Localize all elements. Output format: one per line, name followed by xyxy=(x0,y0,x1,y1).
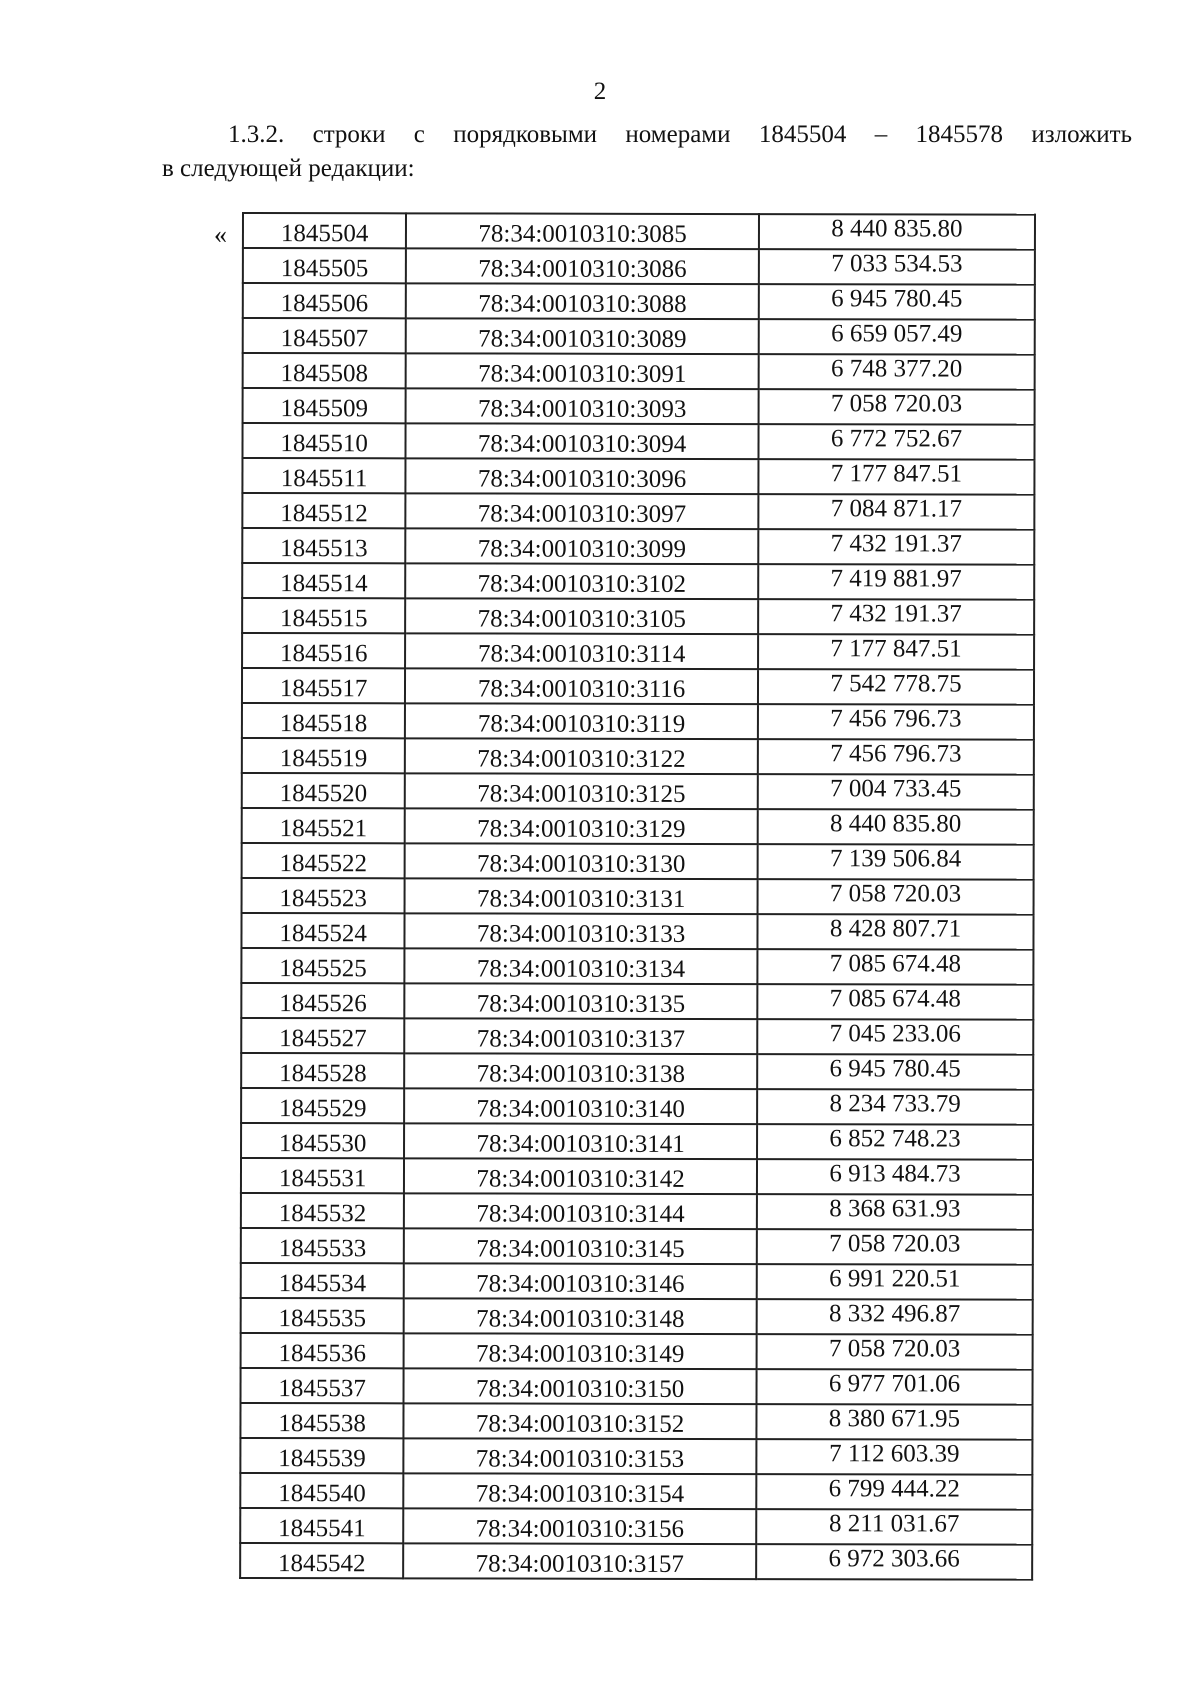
table-row xyxy=(240,1543,1032,1580)
cadastral-value-cell xyxy=(757,879,1033,915)
row-number-cell-text: 1845540 xyxy=(278,1480,366,1508)
row-number-cell xyxy=(243,213,406,248)
cadastral-value-cell-text: 6 748 377.20 xyxy=(830,355,963,383)
cadastral-value-cell xyxy=(757,1089,1033,1125)
cadastral-number-cell-text: 78:34:0010310:3122 xyxy=(477,745,686,773)
cadastral-value-cell xyxy=(756,1439,1032,1475)
cadastral-value-cell-text: 7 058 720.03 xyxy=(829,1230,961,1258)
cadastral-value-cell xyxy=(758,529,1034,565)
cadastral-value-cell xyxy=(757,1019,1033,1055)
row-number-cell-text: 1845509 xyxy=(280,395,369,423)
row-number-cell-text: 1845525 xyxy=(279,955,367,983)
cadastral-number-cell xyxy=(405,808,758,844)
cadastral-number-cell xyxy=(405,738,758,774)
intro-line-1: 1.3.2. строки с порядковыми номерами 1845504 – 1845578 изложить xyxy=(228,121,1132,148)
cadastral-value-cell xyxy=(756,1474,1032,1510)
cadastral-number-cell xyxy=(406,458,759,494)
row-number-cell xyxy=(242,703,405,738)
table-row xyxy=(241,1368,1033,1405)
row-number-cell-text: 1845520 xyxy=(279,780,368,808)
table-row xyxy=(241,1158,1033,1195)
cadastral-value-cell-text: 8 440 835.80 xyxy=(830,810,962,838)
row-number-cell-text: 1845512 xyxy=(280,500,368,528)
cadastral-value-cell xyxy=(758,704,1034,740)
cadastral-number-cell-text: 78:34:0010310:3105 xyxy=(477,605,686,633)
cadastral-number-cell-text: 78:34:0010310:3099 xyxy=(477,535,687,563)
cadastral-value-table xyxy=(239,212,1036,1581)
cadastral-value-cell xyxy=(757,1334,1033,1370)
cadastral-value-cell xyxy=(758,844,1034,880)
table-row xyxy=(242,843,1034,880)
cadastral-value-cell-text: 7 058 720.03 xyxy=(829,880,962,908)
row-number-cell-text: 1845529 xyxy=(278,1095,367,1123)
table-row xyxy=(242,493,1034,530)
table-row xyxy=(241,1263,1033,1300)
row-number-cell xyxy=(242,738,405,773)
cadastral-value-cell xyxy=(758,669,1034,705)
cadastral-number-cell-text: 78:34:0010310:3129 xyxy=(477,815,686,843)
cadastral-number-cell-text: 78:34:0010310:3119 xyxy=(477,710,686,738)
row-number-cell-text: 1845536 xyxy=(278,1340,367,1368)
cadastral-number-cell-text: 78:34:0010310:3149 xyxy=(476,1340,685,1368)
cadastral-number-cell xyxy=(406,213,759,249)
cadastral-value-cell xyxy=(758,739,1034,775)
cadastral-value-cell-text: 8 211 031.67 xyxy=(829,1510,960,1538)
row-number-cell-text: 1845515 xyxy=(280,605,368,633)
row-number-cell-text: 1845507 xyxy=(280,325,369,353)
cadastral-value-cell xyxy=(758,599,1034,635)
row-number-cell xyxy=(243,388,406,423)
cadastral-number-cell xyxy=(404,1228,757,1264)
row-number-cell xyxy=(242,843,405,878)
row-number-cell-text: 1845531 xyxy=(278,1165,367,1193)
table-row xyxy=(242,458,1034,495)
cadastral-value-cell xyxy=(758,389,1034,425)
row-number-cell xyxy=(243,318,406,353)
row-number-cell-text: 1845505 xyxy=(280,255,369,283)
row-number-cell xyxy=(242,598,405,633)
cadastral-value-cell-text: 7 112 603.39 xyxy=(829,1440,960,1468)
cadastral-value-cell xyxy=(757,1229,1033,1265)
table-row xyxy=(241,913,1033,950)
table-row xyxy=(243,248,1035,285)
row-number-cell xyxy=(242,668,405,703)
row-number-cell-text: 1845527 xyxy=(279,1025,367,1053)
row-number-cell xyxy=(242,878,405,913)
cadastral-number-cell-text: 78:34:0010310:3131 xyxy=(476,885,686,913)
cadastral-number-cell-text: 78:34:0010310:3093 xyxy=(477,395,687,423)
row-number-cell xyxy=(241,1123,404,1158)
row-number-cell xyxy=(240,1473,403,1508)
cadastral-value-cell-text: 7 033 534.53 xyxy=(831,250,963,278)
table-row xyxy=(241,1088,1033,1125)
row-number-cell xyxy=(241,1368,404,1403)
cadastral-number-cell-text: 78:34:0010310:3102 xyxy=(477,570,687,598)
cadastral-number-cell-text: 78:34:0010310:3085 xyxy=(478,220,687,248)
table-row xyxy=(240,1438,1032,1475)
cadastral-number-cell xyxy=(406,423,759,459)
cadastral-value-cell-text: 7 084 871.17 xyxy=(830,495,963,523)
cadastral-value-cell-text: 8 368 631.93 xyxy=(829,1195,961,1223)
row-number-cell xyxy=(241,913,404,948)
cadastral-value-cell-text: 7 045 233.06 xyxy=(829,1020,961,1048)
cadastral-number-cell-text: 78:34:0010310:3142 xyxy=(476,1165,685,1193)
cadastral-value-cell-text: 7 177 847.51 xyxy=(830,460,963,488)
row-number-cell xyxy=(240,1543,403,1578)
cadastral-value-cell xyxy=(756,1369,1032,1405)
cadastral-number-cell xyxy=(405,633,758,669)
cadastral-number-cell xyxy=(404,1473,757,1509)
row-number-cell-text: 1845528 xyxy=(279,1060,367,1088)
cadastral-number-cell xyxy=(406,353,759,389)
cadastral-number-cell xyxy=(405,563,758,599)
cadastral-value-cell xyxy=(758,424,1034,460)
table-row xyxy=(241,1018,1033,1055)
table-row xyxy=(242,773,1034,810)
cadastral-number-cell xyxy=(406,493,759,529)
table-row xyxy=(242,808,1034,845)
cadastral-number-cell-text: 78:34:0010310:3125 xyxy=(477,780,686,808)
table-row xyxy=(241,1123,1033,1160)
cadastral-number-cell-text: 78:34:0010310:3114 xyxy=(477,640,686,668)
cadastral-value-cell-text: 7 177 847.51 xyxy=(830,635,962,663)
row-number-cell-text: 1845513 xyxy=(280,535,368,563)
row-number-cell-text: 1845539 xyxy=(278,1445,366,1473)
cadastral-number-cell xyxy=(405,843,758,879)
row-number-cell xyxy=(241,1053,404,1088)
cadastral-value-cell-text: 8 380 671.95 xyxy=(828,1405,961,1433)
cadastral-value-cell-text: 7 432 191.37 xyxy=(830,530,962,558)
row-number-cell-text: 1845524 xyxy=(279,920,367,948)
row-number-cell-text: 1845534 xyxy=(278,1270,367,1298)
row-number-cell xyxy=(243,248,406,283)
table-row xyxy=(240,1403,1032,1440)
cadastral-value-cell xyxy=(759,319,1035,355)
cadastral-number-cell xyxy=(404,1263,757,1299)
cadastral-number-cell xyxy=(404,1368,757,1404)
cadastral-number-cell-text: 78:34:0010310:3096 xyxy=(477,465,687,493)
table-row xyxy=(241,1053,1033,1090)
table-row xyxy=(240,1508,1032,1545)
cadastral-value-cell-text: 6 972 303.66 xyxy=(828,1545,960,1573)
cadastral-number-cell xyxy=(404,1158,757,1194)
row-number-cell xyxy=(241,1333,404,1368)
cadastral-number-cell xyxy=(404,1053,757,1089)
row-number-cell-text: 1845541 xyxy=(278,1515,366,1543)
table-row xyxy=(241,948,1033,985)
row-number-cell-text: 1845523 xyxy=(279,885,367,913)
cadastral-value-cell-text: 6 977 701.06 xyxy=(828,1370,961,1398)
cadastral-number-cell-text: 78:34:0010310:3116 xyxy=(477,675,686,703)
cadastral-value-cell xyxy=(757,1299,1033,1335)
cadastral-number-cell xyxy=(405,948,758,984)
table-row xyxy=(241,1193,1033,1230)
cadastral-number-cell xyxy=(404,1123,757,1159)
cadastral-number-cell-text: 78:34:0010310:3091 xyxy=(478,360,687,388)
cadastral-value-cell xyxy=(757,1054,1033,1090)
row-number-cell-text: 1845521 xyxy=(279,815,368,843)
row-number-cell-text: 1845538 xyxy=(278,1410,366,1438)
cadastral-value-cell xyxy=(757,949,1033,985)
cadastral-value-cell xyxy=(759,284,1035,320)
row-number-cell xyxy=(241,983,404,1018)
table-row xyxy=(242,633,1034,670)
cadastral-number-cell xyxy=(403,1543,756,1579)
cadastral-value-cell-text: 6 945 780.45 xyxy=(829,1055,961,1083)
row-number-cell-text: 1845530 xyxy=(278,1130,367,1158)
cadastral-number-cell xyxy=(405,773,758,809)
cadastral-value-cell-text: 7 139 506.84 xyxy=(829,845,962,873)
cadastral-number-cell xyxy=(404,1193,757,1229)
cadastral-value-cell xyxy=(757,1194,1033,1230)
row-number-cell-text: 1845519 xyxy=(279,745,368,773)
cadastral-value-cell xyxy=(758,564,1034,600)
intro-paragraph xyxy=(162,118,1132,186)
cadastral-value-cell xyxy=(758,459,1034,495)
cadastral-value-cell-text: 8 428 807.71 xyxy=(829,915,962,943)
row-number-cell-text: 1845535 xyxy=(278,1305,367,1333)
cadastral-number-cell-text: 78:34:0010310:3134 xyxy=(476,955,686,983)
cadastral-value-cell xyxy=(756,1404,1032,1440)
table-row xyxy=(241,1228,1033,1265)
cadastral-number-cell-text: 78:34:0010310:3144 xyxy=(476,1200,685,1228)
row-number-cell-text: 1845516 xyxy=(279,640,368,668)
cadastral-value-cell-text: 8 234 733.79 xyxy=(829,1090,961,1118)
cadastral-number-cell xyxy=(405,878,758,914)
cadastral-number-cell xyxy=(405,913,758,949)
intro-line-2: в следующей редакции: xyxy=(162,155,415,182)
cadastral-value-cell-text: 7 058 720.03 xyxy=(828,1335,961,1363)
cadastral-number-cell-text: 78:34:0010310:3153 xyxy=(475,1445,685,1473)
cadastral-value-cell-text: 6 991 220.51 xyxy=(829,1265,961,1293)
opening-quote-mark: « xyxy=(214,220,227,249)
cadastral-number-cell xyxy=(405,703,758,739)
cadastral-number-cell-text: 78:34:0010310:3133 xyxy=(476,920,686,948)
table-row xyxy=(243,283,1035,320)
cadastral-value-cell-text: 6 945 780.45 xyxy=(831,285,963,313)
cadastral-value-cell-text: 6 913 484.73 xyxy=(829,1160,961,1188)
cadastral-number-cell-text: 78:34:0010310:3156 xyxy=(475,1515,685,1543)
cadastral-value-cell-text: 6 659 057.49 xyxy=(831,320,963,348)
cadastral-number-cell xyxy=(405,1018,758,1054)
cadastral-value-cell xyxy=(759,354,1035,390)
row-number-cell xyxy=(243,353,406,388)
row-number-cell-text: 1845542 xyxy=(278,1550,366,1578)
row-number-cell xyxy=(241,948,404,983)
table-row xyxy=(243,388,1035,425)
row-number-cell-text: 1845532 xyxy=(278,1200,367,1228)
table-row xyxy=(240,1473,1032,1510)
table-body xyxy=(240,213,1035,1580)
cadastral-number-cell xyxy=(404,1088,757,1124)
row-number-cell xyxy=(242,563,405,598)
cadastral-number-cell-text: 78:34:0010310:3157 xyxy=(475,1550,684,1578)
row-number-cell xyxy=(241,1263,404,1298)
row-number-cell-text: 1845537 xyxy=(278,1375,366,1403)
row-number-cell-text: 1845526 xyxy=(279,990,367,1018)
cadastral-number-cell xyxy=(406,388,759,424)
cadastral-number-cell xyxy=(406,283,759,319)
row-number-cell xyxy=(240,1508,403,1543)
table-row xyxy=(242,668,1034,705)
cadastral-number-cell-text: 78:34:0010310:3130 xyxy=(477,850,686,878)
cadastral-value-cell xyxy=(759,249,1035,285)
cadastral-number-cell-text: 78:34:0010310:3140 xyxy=(476,1095,685,1123)
table-row xyxy=(241,1333,1033,1370)
row-number-cell xyxy=(243,283,406,318)
cadastral-number-cell xyxy=(404,1333,757,1369)
cadastral-number-cell xyxy=(405,598,758,634)
cadastral-number-cell-text: 78:34:0010310:3138 xyxy=(476,1060,686,1088)
cadastral-number-cell xyxy=(405,983,758,1019)
cadastral-number-cell-text: 78:34:0010310:3088 xyxy=(478,290,687,318)
cadastral-value-cell xyxy=(758,809,1034,845)
table-row xyxy=(242,598,1034,635)
table-row xyxy=(242,878,1034,915)
cadastral-value-cell-text: 7 456 796.73 xyxy=(830,740,962,768)
row-number-cell-text: 1845518 xyxy=(279,710,368,738)
table-row xyxy=(243,353,1035,390)
cadastral-number-cell-text: 78:34:0010310:3152 xyxy=(475,1410,685,1438)
table-row xyxy=(243,213,1035,250)
table-row xyxy=(242,563,1034,600)
cadastral-value-cell xyxy=(756,1509,1032,1545)
table-row xyxy=(241,1298,1033,1335)
row-number-cell-text: 1845533 xyxy=(278,1235,367,1263)
cadastral-number-cell-text: 78:34:0010310:3150 xyxy=(475,1375,685,1403)
cadastral-value-cell xyxy=(756,1544,1032,1580)
cadastral-value-cell xyxy=(758,634,1034,670)
cadastral-number-cell-text: 78:34:0010310:3146 xyxy=(476,1270,685,1298)
cadastral-number-cell xyxy=(406,248,759,284)
table-row xyxy=(242,703,1034,740)
cadastral-number-cell-text: 78:34:0010310:3097 xyxy=(477,500,687,528)
row-number-cell xyxy=(241,1193,404,1228)
row-number-cell-text: 1845511 xyxy=(280,465,368,493)
cadastral-value-cell-text: 8 440 835.80 xyxy=(831,215,963,243)
table-row xyxy=(242,528,1034,565)
cadastral-value-cell-text: 7 085 674.48 xyxy=(829,985,961,1013)
cadastral-number-cell xyxy=(404,1438,757,1474)
cadastral-number-cell xyxy=(404,1298,757,1334)
table-row xyxy=(242,738,1034,775)
cadastral-value-cell xyxy=(757,914,1033,950)
cadastral-number-cell xyxy=(404,1403,757,1439)
cadastral-number-cell-text: 78:34:0010310:3145 xyxy=(476,1235,685,1263)
row-number-cell xyxy=(241,1018,404,1053)
cadastral-value-cell-text: 7 058 720.03 xyxy=(830,390,963,418)
cadastral-number-cell-text: 78:34:0010310:3089 xyxy=(478,325,687,353)
row-number-cell xyxy=(242,808,405,843)
row-number-cell xyxy=(241,1228,404,1263)
cadastral-number-cell-text: 78:34:0010310:3141 xyxy=(476,1130,685,1158)
cadastral-value-cell xyxy=(757,1159,1033,1195)
cadastral-number-cell-text: 78:34:0010310:3086 xyxy=(478,255,687,283)
row-number-cell xyxy=(241,1088,404,1123)
table-row xyxy=(241,983,1033,1020)
table-row xyxy=(242,423,1034,460)
cadastral-value-cell xyxy=(757,1264,1033,1300)
row-number-cell-text: 1845504 xyxy=(280,220,369,248)
row-number-cell xyxy=(241,1158,404,1193)
cadastral-value-cell xyxy=(759,214,1035,250)
cadastral-number-cell-text: 78:34:0010310:3135 xyxy=(476,990,686,1018)
row-number-cell xyxy=(242,493,405,528)
cadastral-value-cell-text: 6 772 752.67 xyxy=(830,425,963,453)
cadastral-value-cell xyxy=(758,494,1034,530)
cadastral-value-cell-text: 6 799 444.22 xyxy=(828,1475,960,1503)
row-number-cell xyxy=(240,1438,403,1473)
cadastral-number-cell xyxy=(406,318,759,354)
cadastral-number-cell xyxy=(405,668,758,704)
cadastral-number-cell-text: 78:34:0010310:3094 xyxy=(477,430,687,458)
cadastral-value-cell-text: 8 332 496.87 xyxy=(829,1300,961,1328)
row-number-cell-text: 1845517 xyxy=(279,675,368,703)
row-number-cell xyxy=(240,1403,403,1438)
cadastral-value-cell xyxy=(758,774,1034,810)
cadastral-value-cell-text: 7 542 778.75 xyxy=(830,670,962,698)
cadastral-number-cell-text: 78:34:0010310:3154 xyxy=(475,1480,685,1508)
row-number-cell xyxy=(241,1298,404,1333)
row-number-cell xyxy=(242,423,405,458)
cadastral-value-cell-text: 6 852 748.23 xyxy=(829,1125,961,1153)
cadastral-value-cell-text: 7 085 674.48 xyxy=(829,950,962,978)
cadastral-number-cell-text: 78:34:0010310:3137 xyxy=(476,1025,686,1053)
cadastral-value-cell-text: 7 004 733.45 xyxy=(830,775,962,803)
cadastral-number-cell-text: 78:34:0010310:3148 xyxy=(476,1305,685,1333)
row-number-cell xyxy=(242,773,405,808)
cadastral-value-cell xyxy=(757,1124,1033,1160)
cadastral-value-cell-text: 7 419 881.97 xyxy=(830,565,962,593)
row-number-cell xyxy=(242,633,405,668)
cadastral-number-cell xyxy=(406,528,759,564)
row-number-cell-text: 1845522 xyxy=(279,850,368,878)
cadastral-number-cell xyxy=(404,1508,757,1544)
cadastral-value-cell-text: 7 432 191.37 xyxy=(830,600,962,628)
cadastral-value-cell xyxy=(757,984,1033,1020)
table-row xyxy=(243,318,1035,355)
row-number-cell-text: 1845514 xyxy=(280,570,368,598)
page-number: 2 xyxy=(593,78,607,105)
row-number-cell-text: 1845508 xyxy=(280,360,369,388)
cadastral-value-cell-text: 7 456 796.73 xyxy=(830,705,962,733)
row-number-cell xyxy=(242,528,405,563)
row-number-cell-text: 1845506 xyxy=(280,290,369,318)
row-number-cell-text: 1845510 xyxy=(280,430,368,458)
row-number-cell xyxy=(242,458,405,493)
